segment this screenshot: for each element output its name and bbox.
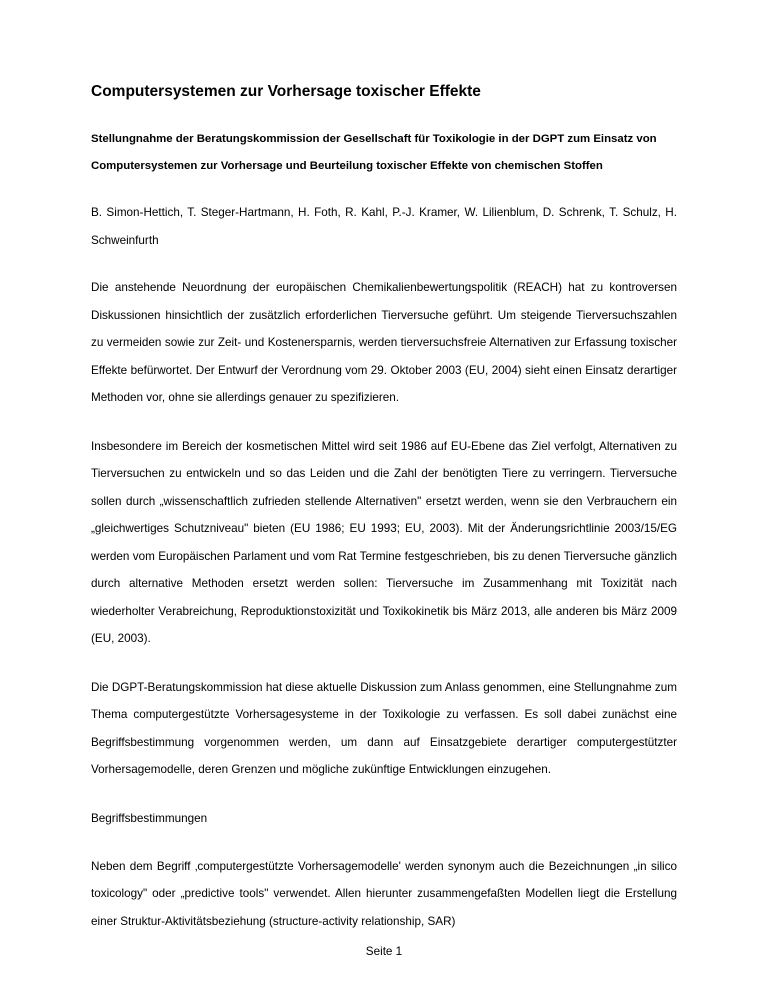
document-page	[91, 82, 677, 935]
document-title: Computersystemen zur Vorhersage toxischer Effekte	[91, 83, 481, 100]
section-heading: Begriffsbestimmungen	[91, 811, 208, 825]
page-footer: Seite 1	[365, 945, 403, 958]
document-subtitle: Stellungnahme der Beratungskommission der Gesellschaft für Toxikologie in der DGPT zum Einsatz von Computersystemen zur Vorhersage und Beurteilung toxischer Effekte von chemischen Stoffen	[91, 133, 657, 172]
author-list: B. Simon-Hettich, T. Steger-Hartmann, H. Foth, R. Kahl, P.-J. Kramer, W. Lilienblum, D. Schrenk, T. Schulz, H. Schweinfurth	[91, 206, 677, 247]
paragraph-definitions: Neben dem Begriff ‚computergestützte Vorhersagemodelle' werden synonym auch die Bezeichnungen „in silico toxicology" oder „predictive tools" verwendet. Allen hierunter zusammengefaßten Modellen liegt die Erstellung einer Struktur-Aktivitätsbeziehung (structure-activity relationship, SAR)	[91, 859, 677, 928]
paragraph-reach: Die anstehende Neuordnung der europäischen Chemikalienbewertungspolitik (REACH) hat zu kontroversen Diskussionen hinsichtlich der zusätzlich erforderlichen Tierversuche geführt. Um steigende Tierversuchszahlen zu vermeiden sowie zur Zeit- und Kostenersparnis, werden tierversuchsfreie Alternativen zur Erfassung toxischer Effekte befürwortet. Der Entwurf der Verordnung vom 29. Oktober 2003 (EU, 2004) sieht einen Einsatz derartiger Methoden vor, ohne sie allerdings genauer zu spezifizieren.	[91, 281, 677, 404]
paragraph-cosmetics: Insbesondere im Bereich der kosmetischen Mittel wird seit 1986 auf EU-Ebene das Ziel verfolgt, Alternativen zu Tierversuchen zu entwickeln und so das Leiden und die Zahl der benötigten Tiere zu verringern. Tierversuche sollen durch „wissenschaftlich zufrieden stellende Alternativen" ersetzt werden, wenn sie den Verbrauchern ein „gleichwertiges Schutzniveau" bieten (EU 1986; EU 1993; EU, 2003). Mit der Änderungsrichtlinie 2003/15/EG werden vom Europäischen Parlament und vom Rat Termine festgeschrieben, bis zu denen Tierversuche gänzlich durch alternative Methoden ersetzt werden sollen: Tierversuche im Zusammenhang mit Toxizität nach wiederholter Verabreichung, Reproduktionstoxizität und Toxikokinetik bis März 2013, alle anderen bis März 2009 (EU, 2003).	[91, 439, 677, 645]
paragraph-commission: Die DGPT-Beratungskommission hat diese aktuelle Diskussion zum Anlass genommen, eine Stellungnahme zum Thema computergestützte Vorhersagesysteme in der Toxikologie zu verfassen. Es soll dabei zunächst eine Begriffsbestimmung vorgenommen werden, um dann auf Einsatzgebiete derartiger computergestützter Vorhersagemodelle, deren Grenzen und mögliche zukünftige Entwicklungen einzugehen.	[91, 680, 677, 776]
